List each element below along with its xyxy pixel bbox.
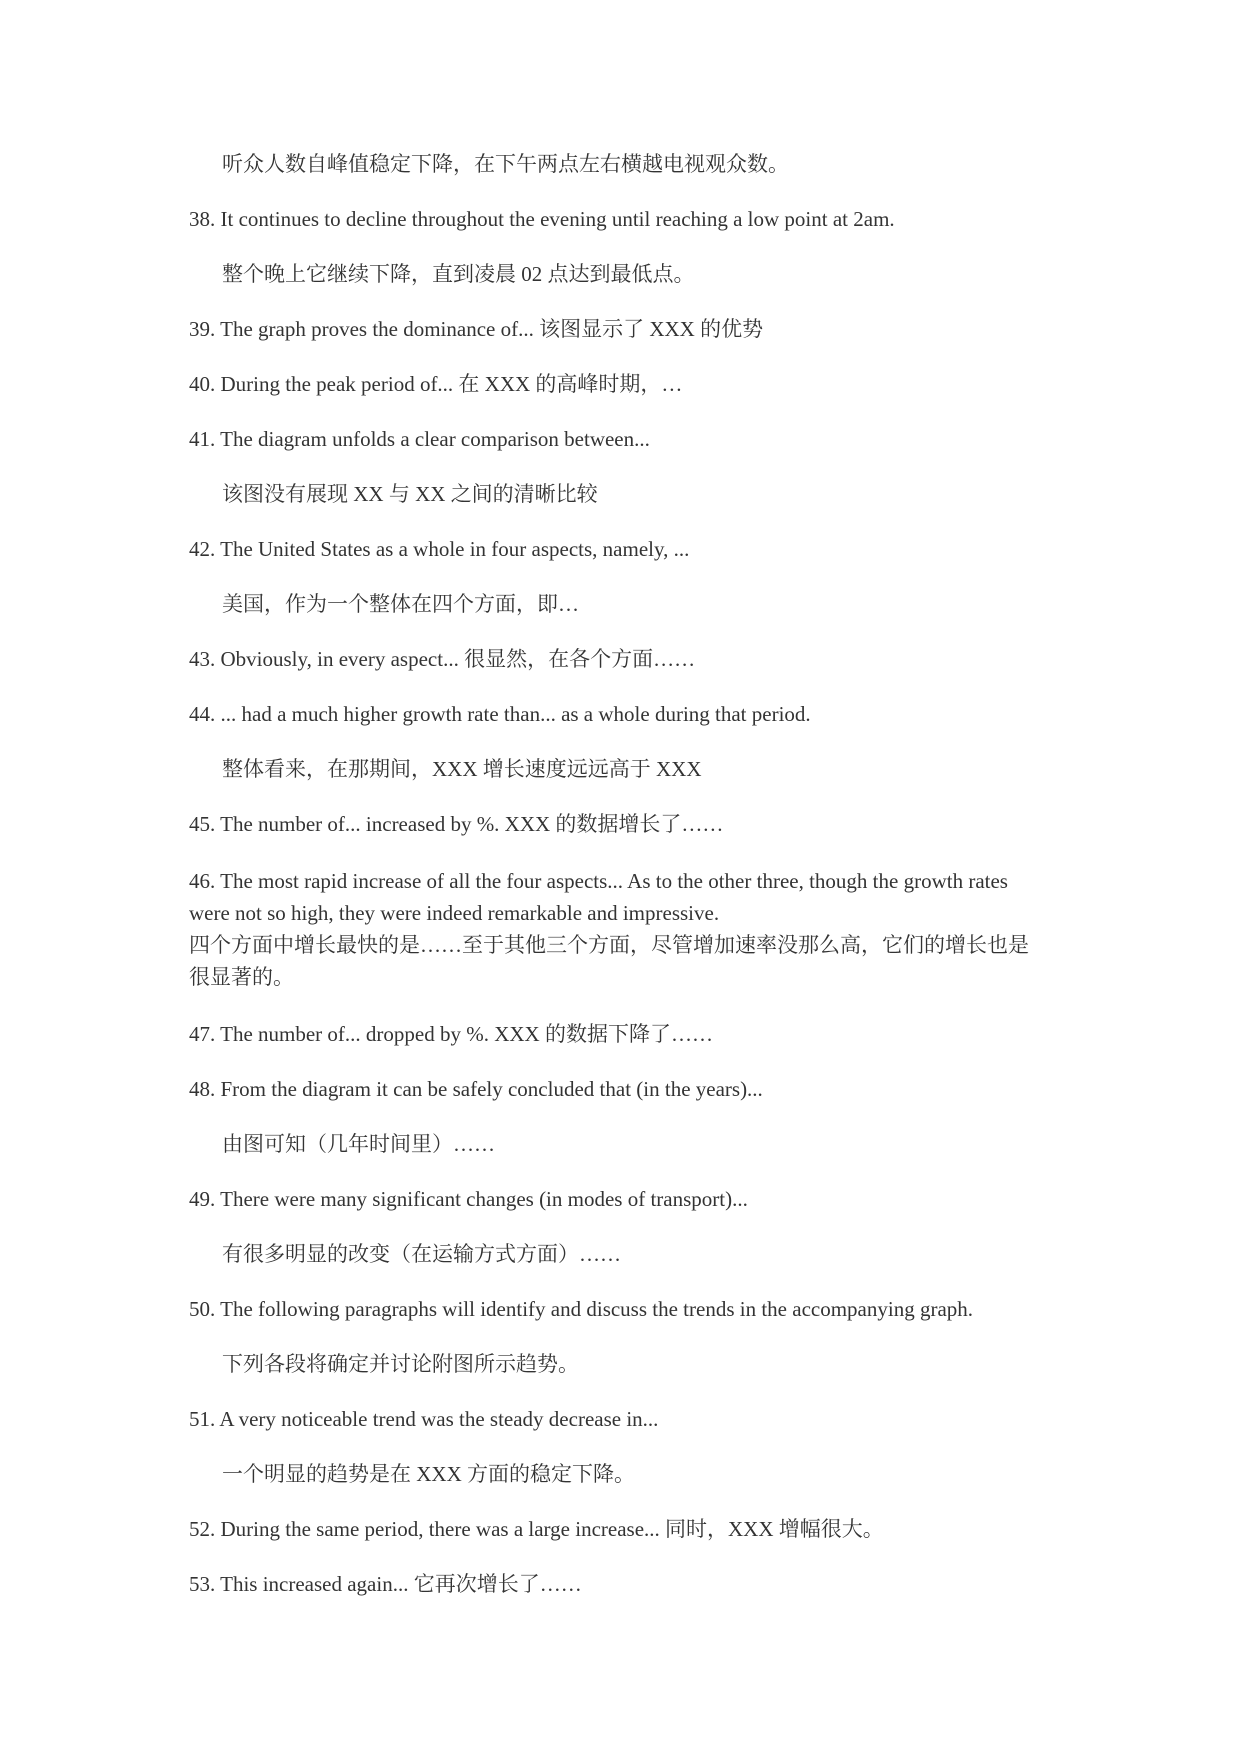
translation-line: 一个明显的趋势是在 XXX 方面的稳定下降。	[222, 1462, 635, 1486]
translation-line: 由图可知（几年时间里）……	[222, 1132, 495, 1156]
list-item	[189, 205, 1069, 288]
phrase-line: 39. The graph proves the dominance of... 该图显示了 XXX 的优势	[189, 317, 764, 341]
list-item	[189, 1570, 1069, 1598]
phrase-line: 52. During the same period, there was a large increase... 同时，XXX 增幅很大。	[189, 1517, 884, 1541]
phrase-line: 42. The United States as a whole in four aspects, namely, ...	[189, 537, 690, 561]
phrase-line: 50. The following paragraphs will identify and discuss the trends in the accompanying graph.	[189, 1297, 974, 1321]
list-item	[189, 645, 1069, 673]
translation-line: 美国，作为一个整体在四个方面，即…	[222, 592, 579, 616]
phrase-line: 40. During the peak period of... 在 XXX 的高峰时期，…	[189, 372, 683, 396]
list-item	[189, 1515, 1069, 1543]
list-item	[189, 1185, 1069, 1268]
phrase-line: 53. This increased again... 它再次增长了……	[189, 1572, 582, 1596]
phrase-line: 43. Obviously, in every aspect... 很显然，在各个方面……	[189, 647, 696, 671]
translation-line: 四个方面中增长最快的是……至于其他三个方面，尽管增加速率没那么高，它们的增长也是	[189, 933, 1029, 957]
translation-line: 该图没有展现 XX 与 XX 之间的清晰比较	[222, 482, 598, 506]
list-item	[189, 1020, 1069, 1048]
phrase-line: 46. The most rapid increase of all the four aspects... As to the other three, though the growth rates	[189, 869, 1008, 893]
translation-line: 很显著的。	[189, 965, 294, 989]
document-body	[189, 150, 1069, 1625]
list-item	[189, 810, 1069, 838]
list-item	[189, 315, 1069, 343]
phrase-line: 48. From the diagram it can be safely concluded that (in the years)...	[189, 1077, 763, 1101]
list-item	[189, 1075, 1069, 1158]
translation-line: 听众人数自峰值稳定下降，在下午两点左右横越电视观众数。	[222, 152, 789, 176]
phrase-line: 38. It continues to decline throughout the evening until reaching a low point at 2am.	[189, 207, 895, 231]
translation-line: 下列各段将确定并讨论附图所示趋势。	[222, 1352, 579, 1376]
phrase-line: 51. A very noticeable trend was the steady decrease in...	[189, 1407, 659, 1431]
list-item	[189, 1405, 1069, 1488]
phrase-line: 49. There were many significant changes (in modes of transport)...	[189, 1187, 748, 1211]
phrase-line: 44. ... had a much higher growth rate than... as a whole during that period.	[189, 702, 811, 726]
phrase-line: 47. The number of... dropped by %. XXX 的数据下降了……	[189, 1022, 713, 1046]
list-item	[189, 1295, 1069, 1378]
list-item	[189, 425, 1069, 508]
list-item	[189, 865, 1069, 993]
phrase-line: 41. The diagram unfolds a clear comparison between...	[189, 427, 650, 451]
list-item	[189, 700, 1069, 783]
list-item	[189, 150, 1069, 178]
translation-line: 整体看来，在那期间，XXX 增长速度远远高于 XXX	[222, 757, 702, 781]
list-item	[189, 370, 1069, 398]
list-item	[189, 535, 1069, 618]
translation-line: 有很多明显的改变（在运输方式方面）……	[222, 1242, 621, 1266]
phrase-line: 45. The number of... increased by %. XXX 的数据增长了……	[189, 812, 724, 836]
translation-line: 整个晚上它继续下降，直到凌晨 02 点达到最低点。	[222, 262, 695, 286]
phrase-line: were not so high, they were indeed remarkable and impressive.	[189, 901, 720, 925]
